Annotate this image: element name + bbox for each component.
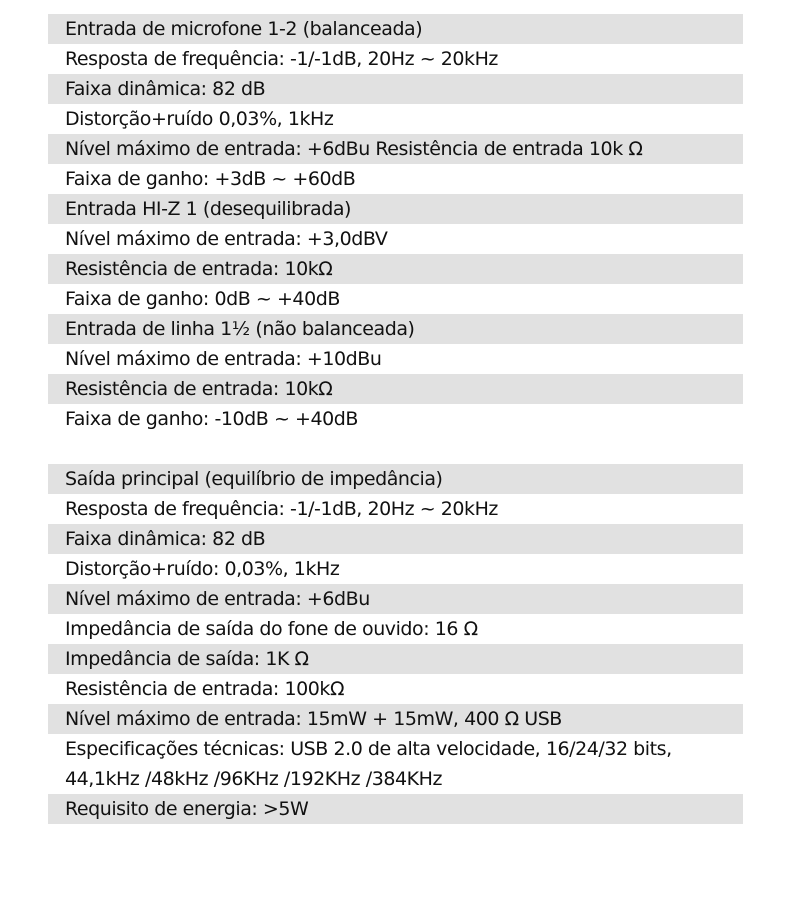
- spec-row-headphone-power: Nível máximo de entrada: 15mW + 15mW, 400 Ω USB: [48, 704, 743, 734]
- spec-row-mic-max-input-level: Nível máximo de entrada: +6dBu Resistência de entrada 10k Ω: [48, 134, 743, 164]
- spec-row-main-output-heading: Saída principal (equilíbrio de impedância): [48, 464, 743, 494]
- spec-row-output-max-level: Nível máximo de entrada: +6dBu: [48, 584, 743, 614]
- spec-row-hiz-max-input-level: Nível máximo de entrada: +3,0dBV: [65, 228, 388, 250]
- spec-row-mic-dynamic-range: Faixa dinâmica: 82 dB: [48, 74, 743, 104]
- spec-row-line-input-heading: Entrada de linha 1½ (não balanceada): [48, 314, 743, 344]
- spec-row-hiz-gain-range: Faixa de ganho: 0dB ~ +40dB: [65, 288, 340, 310]
- spec-row-line-max-input-level: Nível máximo de entrada: +10dBu: [65, 348, 382, 370]
- output-specs-table: [48, 464, 743, 824]
- spec-row-hiz-input-resistance: Resistência de entrada: 10kΩ: [48, 254, 743, 284]
- spec-row-usb-technical: Especificações técnicas: USB 2.0 de alta velocidade, 16/24/32 bits, 44,1kHz /48kHz /96KHz /192KHz /384KHz: [65, 738, 672, 790]
- spec-row-headphone-impedance: Impedância de saída do fone de ouvido: 16 Ω: [65, 618, 478, 640]
- spec-row-output-frequency-response: Resposta de frequência: -1/-1dB, 20Hz ~ 20kHz: [65, 498, 498, 520]
- input-specs-table: [48, 14, 743, 434]
- spec-row-mic-input-heading: Entrada de microfone 1-2 (balanceada): [48, 14, 743, 44]
- spec-row-output-thd-noise: Distorção+ruído: 0,03%, 1kHz: [65, 558, 340, 580]
- spec-row-line-input-resistance: Resistência de entrada: 10kΩ: [48, 374, 743, 404]
- spec-row-output-dynamic-range: Faixa dinâmica: 82 dB: [48, 524, 743, 554]
- spec-row-mic-frequency-response: Resposta de frequência: -1/-1dB, 20Hz ~ 20kHz: [65, 48, 498, 70]
- spec-row-power-requirement: Requisito de energia: >5W: [48, 794, 743, 824]
- spec-row-mic-gain-range: Faixa de ganho: +3dB ~ +60dB: [65, 168, 356, 190]
- spec-row-mic-thd-noise: Distorção+ruído 0,03%, 1kHz: [65, 108, 334, 130]
- spec-row-line-gain-range: Faixa de ganho: -10dB ~ +40dB: [65, 408, 358, 430]
- spec-row-output-impedance: Impedância de saída: 1K Ω: [48, 644, 743, 674]
- spec-row-hiz-input-heading: Entrada HI-Z 1 (desequilibrada): [48, 194, 743, 224]
- spec-row-output-input-resistance: Resistência de entrada: 100kΩ: [65, 678, 345, 700]
